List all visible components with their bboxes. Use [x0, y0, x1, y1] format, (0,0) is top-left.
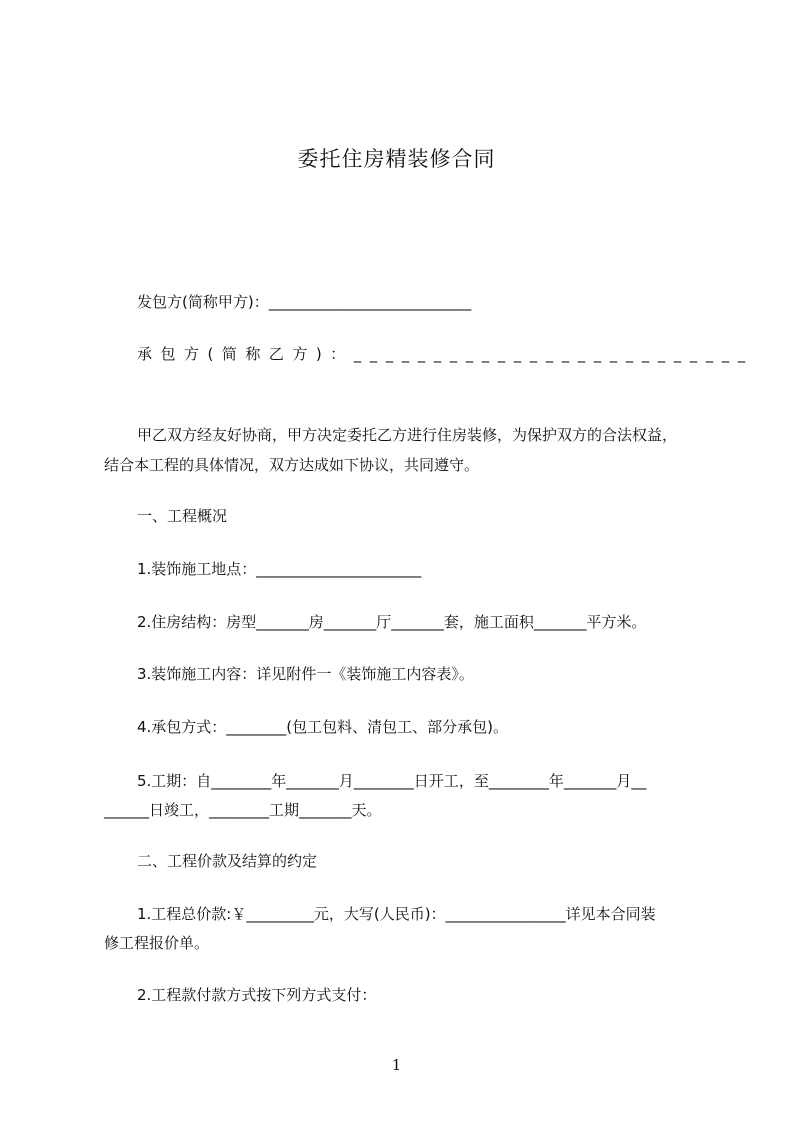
clause-contract-method: 4.承包方式：________(包工包料、清包工、部分承包)。 — [137, 718, 509, 736]
clause-total-price-line-1: 1.工程总价款:￥_________元，大写(人民币)：________________详见本合同装 — [137, 905, 656, 923]
document-title: 委托住房精装修合同 — [297, 147, 496, 171]
section-heading-price-settlement: 二、工程价款及结算的约定 — [137, 852, 318, 870]
clause-housing-structure: 2.住房结构：房型_______房_______厅_______套，施工面积_______平方米。 — [137, 613, 647, 631]
party-b-line: 承包方(简称乙方)：_________________________ — [137, 345, 754, 363]
clause-payment-method: 2.工程款付款方式按下列方式支付： — [137, 986, 377, 1004]
clause-total-price-line-2: 修工程报价单。 — [104, 934, 210, 952]
intro-paragraph-line-1: 甲乙双方经友好协商，甲方决定委托乙方进行住房装修，为保护双方的合法权益， — [137, 426, 678, 444]
intro-paragraph-line-2: 结合本工程的具体情况，双方达成如下协议，共同遵守。 — [104, 456, 480, 474]
clause-construction-period-line-1: 5.工期：自________年_______月________日开工，至________年_______月__ — [137, 772, 647, 790]
party-a-line: 发包方(简称甲方)：___________________________ — [137, 293, 472, 311]
page-number: 1 — [391, 1056, 402, 1074]
clause-construction-period-line-2: ______日竣工，________工期_______天。 — [104, 801, 382, 819]
clause-construction-content: 3.装饰施工内容：详见附件一《装饰施工内容表》。 — [137, 665, 474, 683]
clause-construction-site: 1.装饰施工地点：______________________ — [137, 560, 422, 578]
section-heading-project-overview: 一、工程概况 — [137, 507, 228, 525]
